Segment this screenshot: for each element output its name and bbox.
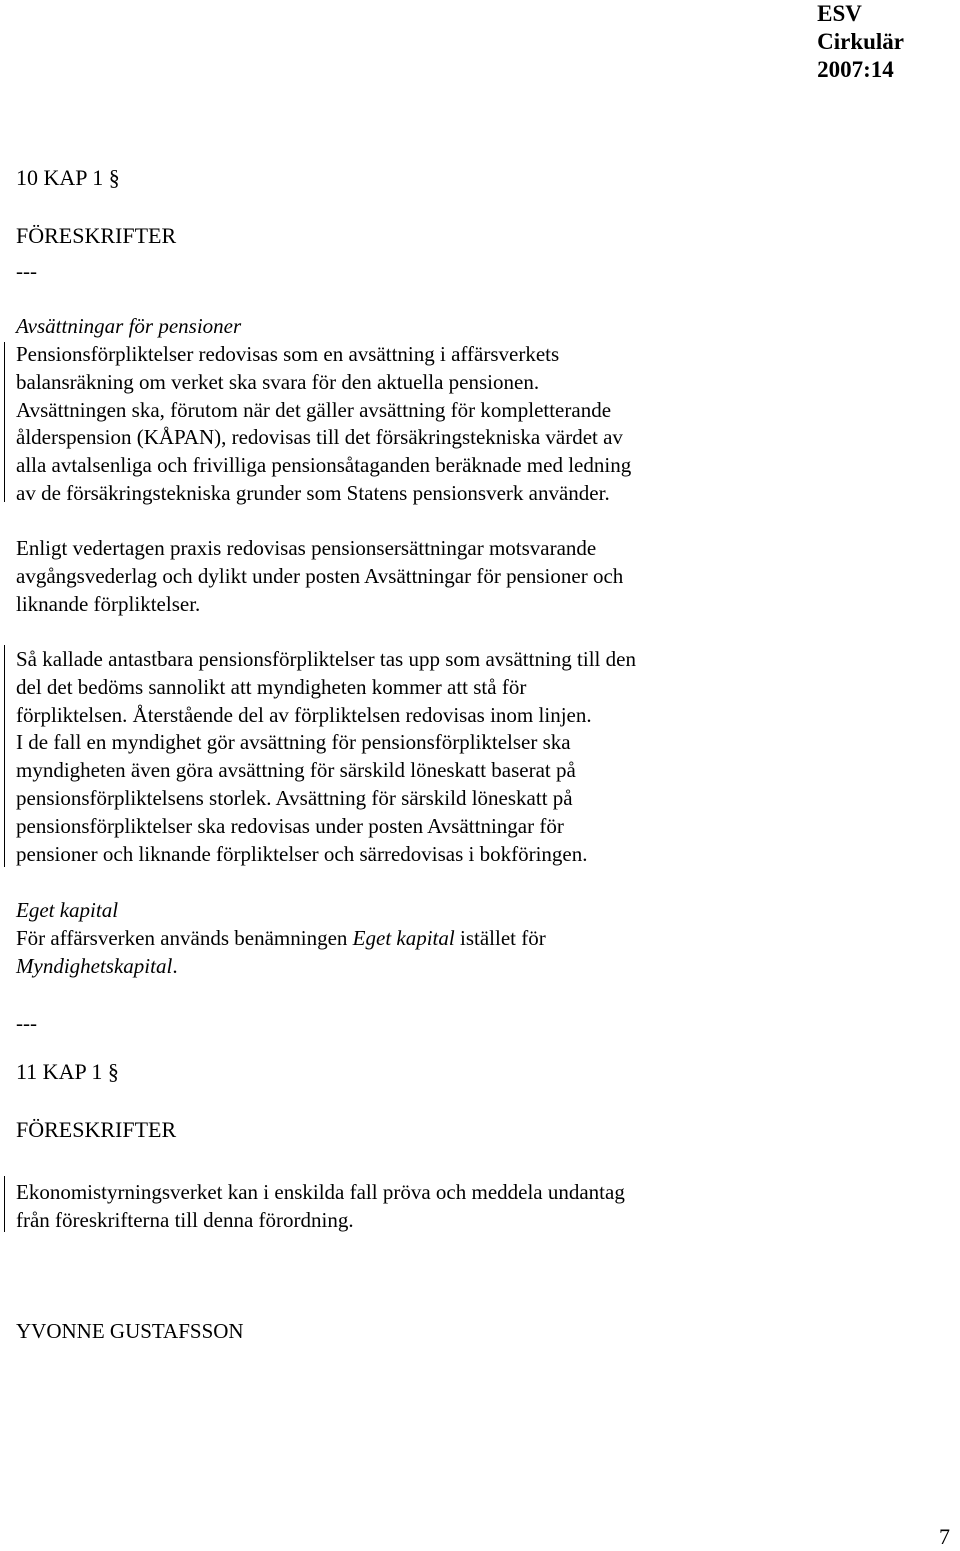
pension-paragraph-2 <box>16 535 916 618</box>
text-line: avgångsvederlag och dylikt under posten Avsättningar för pensioner och <box>16 563 624 588</box>
text-line <box>16 925 916 953</box>
text-line: av de försäkringstekniska grunder som Statens pensionsverk använder. <box>16 480 610 505</box>
header-number: 2007:14 <box>817 57 894 82</box>
change-bar <box>4 1176 5 1232</box>
equity-heading: Eget kapital <box>16 898 119 922</box>
pension-paragraph-1 <box>16 341 916 508</box>
text-line: Ekonomistyrningsverket kan i enskilda fall pröva och meddela undantag <box>16 1180 625 1204</box>
section-10-subtitle: FÖRESKRIFTER <box>16 223 177 248</box>
section-11-subtitle: FÖRESKRIFTER <box>16 1117 177 1142</box>
section-10-end-dash: --- <box>16 1011 37 1035</box>
equity-text: För affärsverken används benämningen <box>16 926 353 950</box>
text-line: pensioner och liknande förpliktelser och särredovisas i bokföringen. <box>16 841 588 866</box>
document-header <box>817 0 904 84</box>
section-11-paragraph <box>16 1179 916 1235</box>
text-line: ålderspension (KÅPAN), redovisas till det försäkringstekniska värdet av <box>16 425 623 450</box>
equity-text: . <box>172 953 178 978</box>
text-line: pensionsförpliktelser ska redovisas under posten Avsättningar för <box>16 813 564 838</box>
text-line: förpliktelsen. Återstående del av förpliktelsen redovisas inom linjen. <box>16 702 592 727</box>
text-line: Så kallade antastbara pensionsförpliktelser tas upp som avsättning till den <box>16 647 636 671</box>
change-bar <box>4 342 5 502</box>
text-line: från föreskrifterna till denna förordning. <box>16 1207 354 1232</box>
section-10-dash: --- <box>16 259 37 283</box>
pension-provisions-heading: Avsättningar för pensioner <box>16 314 242 338</box>
text-line: balansräkning om verket ska svara för den aktuella pensionen. <box>16 369 540 394</box>
text-line: pensionsförpliktelsens storlek. Avsättning för särskild löneskatt på <box>16 785 573 810</box>
equity-term: Eget kapital <box>352 926 455 950</box>
text-line: I de fall en myndighet gör avsättning för pensionsförpliktelser ska <box>16 730 571 755</box>
text-line: Avsättningen ska, förutom när det gäller avsättning för kompletterande <box>16 397 612 422</box>
section-11-title: 11 KAP 1 § <box>16 1059 119 1084</box>
signature: YVONNE GUSTAFSSON <box>16 1319 244 1343</box>
text-line: alla avtalsenliga och frivilliga pensionsåtaganden beräknade med ledning <box>16 453 632 478</box>
text-line: del det bedöms sannolikt att myndigheten kommer att stå för <box>16 674 527 699</box>
change-bar <box>4 645 5 867</box>
equity-paragraph <box>16 925 916 981</box>
text-line <box>16 953 916 981</box>
header-agency: ESV <box>817 1 862 26</box>
agency-capital-term: Myndighetskapital <box>16 953 173 978</box>
page-number: 7 <box>939 1524 950 1549</box>
text-line: Enligt vedertagen praxis redovisas pensionsersättningar motsvarande <box>16 536 597 560</box>
pension-paragraph-3 <box>16 646 916 868</box>
section-10-title: 10 KAP 1 § <box>16 165 120 190</box>
header-type: Cirkulär <box>817 29 904 54</box>
text-line: Pensionsförpliktelser redovisas som en avsättning i affärsverkets <box>16 342 560 366</box>
text-line: myndigheten även göra avsättning för särskild löneskatt baserat på <box>16 758 576 783</box>
equity-text: istället för <box>454 926 546 950</box>
text-line: liknande förpliktelser. <box>16 591 201 616</box>
